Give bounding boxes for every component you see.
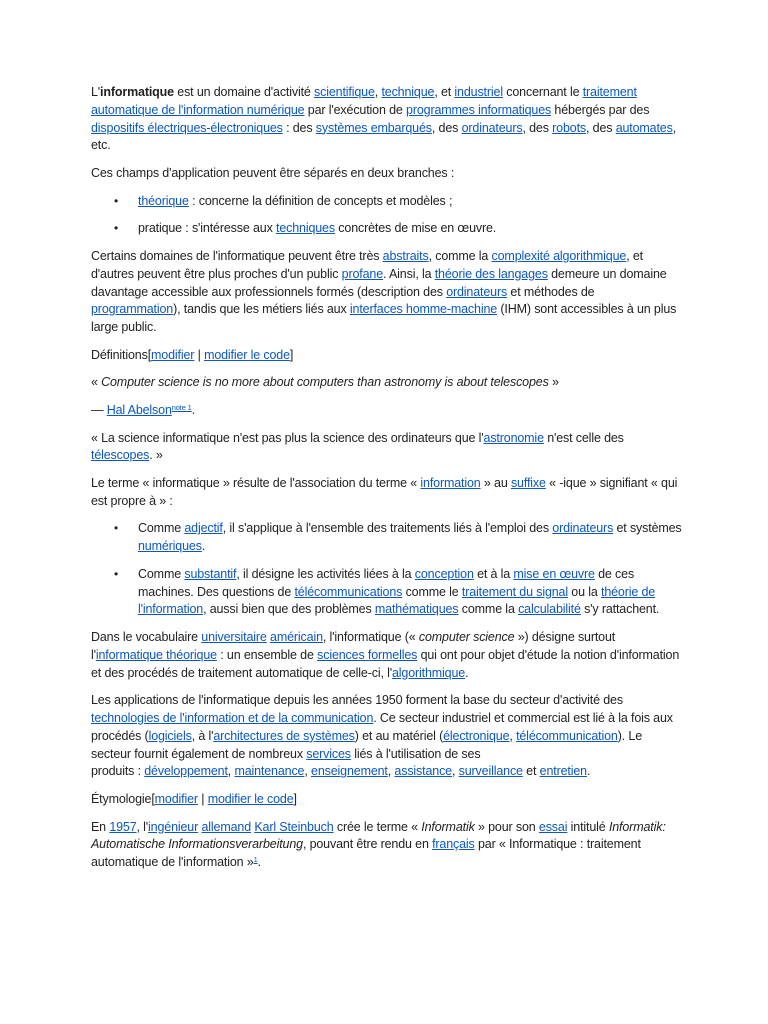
section-heading-definitions bbox=[91, 347, 683, 365]
link-telecommunications[interactable]: télécommunications bbox=[294, 584, 403, 599]
link-1957[interactable]: 1957 bbox=[109, 819, 137, 834]
link-scientifique[interactable]: scientifique bbox=[314, 85, 375, 99]
text: ») désigne surtout l' bbox=[91, 630, 616, 662]
text: , l'informatique (« bbox=[322, 630, 419, 645]
quote-attribution bbox=[91, 402, 683, 420]
text: , bbox=[304, 764, 312, 779]
link-information[interactable]: information bbox=[420, 475, 481, 490]
edit-source-link[interactable]: modifier le code bbox=[207, 792, 294, 807]
link-essai[interactable]: essai bbox=[538, 819, 568, 834]
link-mathematiques[interactable]: mathématiques bbox=[374, 602, 459, 617]
text: [ bbox=[151, 792, 155, 807]
text: et systèmes bbox=[613, 521, 682, 536]
link-conception[interactable]: conception bbox=[414, 566, 474, 581]
text: . » bbox=[149, 448, 163, 463]
text: Comme bbox=[138, 566, 185, 581]
intro-paragraph bbox=[91, 84, 683, 155]
text: , comme la bbox=[428, 248, 492, 263]
text: ou la bbox=[567, 584, 601, 599]
text: , il s'applique à l'ensemble des traitements liés à l'emploi des bbox=[222, 521, 553, 536]
text: comme le bbox=[402, 584, 462, 599]
text: ) et au matériel ( bbox=[354, 728, 444, 743]
link-systemes-embarques[interactable]: systèmes embarqués bbox=[315, 120, 432, 135]
text: « La science informatique n'est pas plus la science des ordinateurs que l' bbox=[91, 430, 484, 445]
link-informatique-theorique[interactable]: informatique théorique bbox=[95, 647, 217, 662]
link-maintenance[interactable]: maintenance bbox=[234, 764, 305, 779]
edit-link[interactable]: modifier bbox=[154, 792, 198, 807]
text: n'est celle des bbox=[543, 430, 624, 445]
text: , bbox=[451, 764, 459, 779]
link-developpement[interactable]: développement bbox=[144, 764, 228, 779]
text: : concerne la définition de concepts et modèles ; bbox=[188, 193, 453, 208]
text: est un domaine d'activité bbox=[173, 85, 315, 99]
branches-intro: Ces champs d'application peuvent être séparés en deux branches : bbox=[91, 165, 455, 180]
applications-paragraph bbox=[91, 692, 683, 781]
text: — bbox=[91, 402, 107, 417]
link-logiciels[interactable]: logiciels bbox=[148, 728, 192, 743]
text: , des bbox=[522, 120, 553, 135]
text: concrètes de mise en œuvre. bbox=[334, 221, 497, 236]
text: Le terme « informatique » résulte de l'association du terme « bbox=[91, 475, 421, 490]
link-electronique[interactable]: électronique bbox=[443, 728, 510, 743]
link-profane[interactable]: profane bbox=[341, 266, 384, 281]
text: : un ensemble de bbox=[216, 647, 318, 662]
text: . Ainsi, la bbox=[383, 266, 435, 281]
edit-source-link[interactable]: modifier le code bbox=[204, 347, 290, 362]
link-dispositifs[interactable]: dispositifs électriques-électroniques bbox=[91, 120, 283, 135]
text: et méthodes de bbox=[507, 284, 595, 299]
link-programmation[interactable]: programmation bbox=[91, 302, 174, 317]
text: « -ique » signifiant « qui est propre à » : bbox=[91, 475, 678, 508]
footnote-link[interactable]: note 1 bbox=[171, 402, 192, 412]
text: , l' bbox=[136, 819, 149, 834]
link-technique[interactable]: technique bbox=[381, 85, 435, 99]
reference-link[interactable]: 1 bbox=[253, 855, 258, 865]
text: En bbox=[91, 819, 110, 834]
text: [ bbox=[147, 347, 152, 362]
link-telecommunication[interactable]: télécommunication bbox=[516, 728, 618, 743]
term-paragraph bbox=[91, 475, 683, 511]
article-body bbox=[91, 84, 683, 882]
text: Certains domaines de l'informatique peuvent être très bbox=[91, 248, 383, 263]
text: produits : bbox=[91, 764, 145, 779]
text: comme la bbox=[458, 602, 519, 617]
link-ordinateurs[interactable]: ordinateurs bbox=[461, 120, 523, 135]
text: Les applications de l'informatique depuis les années 1950 forment la base du secteur d'activité des bbox=[91, 693, 623, 708]
text: | bbox=[194, 347, 205, 362]
link-ordinateurs[interactable]: ordinateurs bbox=[446, 284, 508, 299]
link-mise-en-oeuvre[interactable]: mise en œuvre bbox=[513, 566, 595, 581]
text: Dans le vocabulaire bbox=[91, 630, 202, 645]
link-techniques[interactable]: techniques bbox=[276, 221, 335, 236]
text: , pouvant être rendu en bbox=[302, 837, 433, 852]
text: , des bbox=[431, 120, 462, 135]
text: intitulé bbox=[567, 819, 609, 834]
link-surveillance[interactable]: surveillance bbox=[458, 764, 523, 779]
link-industriel[interactable]: industriel bbox=[454, 85, 503, 99]
term-informatik: Informatik bbox=[421, 819, 475, 834]
list-item bbox=[138, 220, 683, 238]
text: ). Le secteur fournit également de nombreux bbox=[91, 728, 642, 761]
link-substantif[interactable]: substantif bbox=[184, 566, 237, 581]
text: « bbox=[91, 375, 102, 390]
text: demeure un domaine davantage accessible aux professionnels formés (description des bbox=[91, 266, 667, 299]
link-astronomie[interactable]: astronomie bbox=[483, 430, 544, 445]
term-computer-science: computer science bbox=[418, 630, 515, 645]
text: ] bbox=[293, 792, 297, 807]
text: , et bbox=[434, 85, 455, 99]
quote-text: Computer science is no more about computers than astronomy is about telescopes bbox=[101, 375, 549, 390]
link-sciences-formelles[interactable]: sciences formelles bbox=[317, 647, 418, 662]
link-traitement-du-signal[interactable]: traitement du signal bbox=[461, 584, 568, 599]
section-title: Étymologie bbox=[91, 792, 152, 807]
link-theorie-des-langages[interactable]: théorie des langages bbox=[434, 266, 548, 281]
link-hal-abelson[interactable]: Hal Abelson bbox=[106, 402, 172, 417]
link-entretien[interactable]: entretien bbox=[539, 764, 587, 779]
text: : des bbox=[282, 120, 316, 135]
link-enseignement[interactable]: enseignement bbox=[311, 764, 388, 779]
text: , bbox=[509, 728, 517, 743]
link-automates[interactable]: automates bbox=[615, 120, 673, 135]
link-calculabilite[interactable]: calculabilité bbox=[518, 602, 581, 617]
vocabulary-paragraph bbox=[91, 629, 683, 682]
text: crée le terme « bbox=[333, 819, 422, 834]
text: . Ce secteur industriel et commercial est lié à la fois aux procédés ( bbox=[91, 711, 673, 743]
text: , il désigne les activités liées à la bbox=[236, 566, 415, 581]
section-title: Définitions bbox=[91, 347, 148, 362]
text: , bbox=[387, 764, 395, 779]
link-karl-steinbuch[interactable]: Karl Steinbuch bbox=[254, 819, 334, 834]
text: | bbox=[197, 792, 208, 807]
text: . bbox=[257, 855, 261, 870]
edit-link[interactable]: modifier bbox=[151, 347, 195, 362]
link-theorique[interactable]: théorique bbox=[138, 193, 189, 208]
text: liés à l'utilisation de ses bbox=[350, 746, 481, 761]
quote-french bbox=[91, 430, 683, 466]
text: hébergés par des bbox=[551, 102, 650, 117]
link-adjectif[interactable]: adjectif bbox=[184, 521, 223, 536]
text: , bbox=[227, 764, 235, 779]
link-programmes-informatiques[interactable]: programmes informatiques bbox=[406, 102, 552, 117]
text: , aussi bien que des problèmes bbox=[203, 602, 375, 617]
link-ordinateurs[interactable]: ordinateurs bbox=[552, 521, 614, 536]
link-robots[interactable]: robots bbox=[552, 120, 586, 135]
text: par « Informatique : traitement automatique de l'information » bbox=[91, 837, 641, 870]
quote-english bbox=[91, 374, 683, 392]
text: qui ont pour objet d'étude la notion d'information et des procédés de traitement automatique de celle-ci, l' bbox=[91, 647, 680, 680]
text: ), tandis que les métiers liés aux bbox=[173, 302, 350, 317]
list-item bbox=[138, 193, 683, 211]
text: , bbox=[374, 85, 382, 99]
domains-paragraph bbox=[91, 248, 683, 337]
link-assistance[interactable]: assistance bbox=[394, 764, 452, 779]
text: . bbox=[586, 764, 591, 779]
link-complexite-algorithmique[interactable]: complexité algorithmique bbox=[491, 248, 627, 263]
link-services[interactable]: services bbox=[306, 746, 351, 761]
text: concernant le bbox=[502, 85, 583, 99]
term-informatique: informatique bbox=[100, 85, 174, 99]
link-interfaces-homme-machine[interactable]: interfaces homme-machine bbox=[349, 302, 498, 317]
link-suffixe[interactable]: suffixe bbox=[510, 475, 546, 490]
text: , à l' bbox=[191, 728, 214, 743]
text: , des bbox=[586, 120, 616, 135]
link-americain[interactable]: américain bbox=[270, 630, 323, 645]
text: s'y rattachent. bbox=[580, 602, 660, 617]
link-universitaire[interactable]: universitaire bbox=[201, 630, 267, 645]
usage-list bbox=[91, 520, 683, 619]
text: » pour son bbox=[474, 819, 539, 834]
text: L' bbox=[91, 85, 101, 99]
link-theorie-de-l-information[interactable]: théorie de l'information bbox=[138, 584, 656, 617]
text: et à la bbox=[473, 566, 514, 581]
list-item bbox=[138, 566, 683, 619]
link-architectures-de-systemes[interactable]: architectures de systèmes bbox=[213, 728, 355, 743]
section-heading-etymologie bbox=[91, 791, 683, 809]
link-numeriques[interactable]: numériques bbox=[138, 539, 202, 554]
link-abstraits[interactable]: abstraits bbox=[382, 248, 429, 263]
essay-title: Informatik: Automatische Informationsverarbeitung bbox=[91, 819, 666, 852]
link-traitement-automatique[interactable]: traitement automatique de l'information numérique bbox=[91, 85, 637, 117]
text: par l'exécution de bbox=[304, 102, 407, 117]
text: . bbox=[191, 402, 196, 417]
branches-list bbox=[91, 193, 683, 238]
text: de ces machines. Des questions de bbox=[138, 566, 635, 599]
text: » au bbox=[480, 475, 511, 490]
text: , et d'autres peuvent être plus proches d'un public bbox=[91, 248, 643, 281]
text: et bbox=[522, 764, 540, 779]
link-algorithmique[interactable]: algorithmique bbox=[391, 665, 466, 680]
text: ] bbox=[289, 347, 294, 362]
link-ingenieur[interactable]: ingénieur bbox=[148, 819, 199, 834]
text: pratique : s'intéresse aux bbox=[138, 221, 276, 236]
text: » bbox=[548, 375, 559, 390]
text: (IHM) sont accessibles à un plus large public. bbox=[91, 302, 677, 335]
link-allemand[interactable]: allemand bbox=[201, 819, 251, 834]
text: , etc. bbox=[91, 120, 677, 153]
link-tic[interactable]: technologies de l'information et de la communication bbox=[91, 711, 374, 726]
list-item bbox=[138, 520, 683, 556]
text: Comme bbox=[138, 521, 185, 536]
link-telescopes[interactable]: télescopes bbox=[91, 448, 150, 463]
text: . bbox=[465, 665, 469, 680]
etymology-paragraph bbox=[91, 819, 683, 872]
link-francais[interactable]: français bbox=[432, 837, 475, 852]
text: . bbox=[201, 539, 206, 554]
